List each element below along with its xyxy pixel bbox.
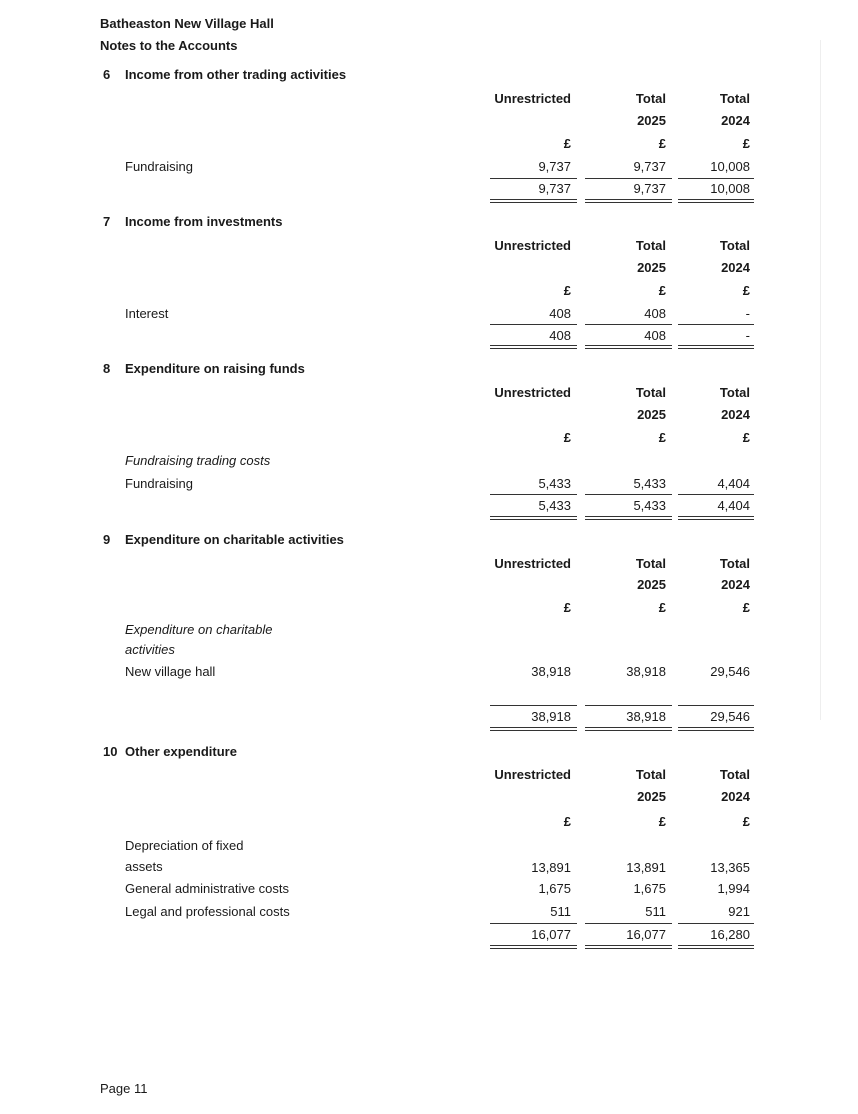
note-6-total-1: 9,737 (538, 181, 571, 196)
note-8-total-1: 5,433 (538, 498, 571, 513)
note-7-rule-1 (490, 324, 577, 325)
note-6-year-2024: 2024 (721, 113, 750, 128)
note-6-rule-1 (490, 178, 577, 179)
note-6-number: 6 (103, 67, 111, 82)
note-7-row-value-3: - (745, 306, 750, 321)
note-6-row-label: Fundraising (125, 159, 193, 174)
note-6-row-value-1: 9,737 (538, 159, 571, 174)
note-9-subheading-line2: activities (125, 642, 175, 657)
note-6-year-2025: 2025 (637, 113, 666, 128)
note-7-title: Income from investments (125, 214, 283, 229)
note-8-double-rule-1 (490, 516, 577, 520)
note-6-currency-3: £ (742, 136, 750, 151)
note-9-col-unrestricted: Unrestricted (494, 556, 571, 571)
note-8-total-2: 5,433 (633, 498, 666, 513)
note-7-col-total-2025: Total (635, 238, 666, 253)
note-8-rule-1 (490, 494, 577, 495)
note-10-row-3-value-1: 511 (550, 904, 571, 919)
note-7-row-label: Interest (125, 306, 169, 321)
note-8-double-rule-3 (678, 516, 754, 520)
note-9-row-value-1: 38,918 (531, 664, 571, 679)
note-10-row-2-value-3: 1,994 (717, 881, 750, 896)
note-7-currency-3: £ (742, 283, 750, 298)
note-9-rule-2 (585, 705, 672, 706)
note-6-row-value-2: 9,737 (633, 159, 666, 174)
note-7-year-2024: 2024 (721, 260, 750, 275)
note-8-total-3: 4,404 (717, 498, 750, 513)
note-10-row-3-label: Legal and professional costs (125, 904, 290, 919)
note-8-currency-2: £ (658, 430, 666, 445)
note-8-col-total-2024: Total (719, 385, 750, 400)
note-7-currency-1: £ (563, 283, 571, 298)
note-9-total-3: 29,546 (710, 709, 750, 724)
note-6-col-total-2025: Total (635, 91, 666, 106)
note-7-rule-2 (585, 324, 672, 325)
scan-edge-shadow (820, 40, 821, 720)
note-8-title: Expenditure on raising funds (125, 361, 305, 376)
note-10-number: 10 (103, 744, 118, 759)
note-8-rule-2 (585, 494, 672, 495)
note-10-title: Other expenditure (125, 744, 237, 759)
note-8-double-rule-2 (585, 516, 672, 520)
note-6-rule-2 (585, 178, 672, 179)
note-9-total-1: 38,918 (531, 709, 571, 724)
note-9-year-2024: 2024 (721, 577, 750, 592)
note-9-row-value-2: 38,918 (626, 664, 666, 679)
note-9-year-2025: 2025 (637, 577, 666, 592)
note-9-col-total-2024: Total (719, 556, 750, 571)
note-7-total-2: 408 (644, 328, 666, 343)
page-number: Page 11 (100, 1081, 148, 1096)
note-9-col-total-2025: Total (635, 556, 666, 571)
note-10-rule-2 (585, 923, 672, 924)
note-7-double-rule-2 (585, 345, 672, 349)
note-7-double-rule-3 (678, 345, 754, 349)
note-10-total-3: 16,280 (710, 927, 750, 942)
note-10-row-2-label: General administrative costs (125, 881, 290, 896)
note-10-col-total-2024: Total (719, 767, 750, 782)
note-6-double-rule-2 (585, 199, 672, 203)
note-9-subheading-line1: Expenditure on charitable (125, 622, 273, 637)
note-10-row-2-value-2: 1,675 (633, 881, 666, 896)
note-10-row-2-value-1: 1,675 (538, 881, 571, 896)
note-6-title: Income from other trading activities (125, 67, 347, 82)
note-10-row-1-value-3: 13,365 (710, 860, 750, 875)
organisation-name: Batheaston New Village Hall (100, 16, 274, 31)
note-10-col-total-2025: Total (635, 767, 666, 782)
note-10-row-1-value-1: 13,891 (531, 860, 571, 875)
note-10-double-rule-1 (490, 945, 577, 949)
note-10-rule-1 (490, 923, 577, 924)
note-10-total-2: 16,077 (626, 927, 666, 942)
note-7-currency-2: £ (658, 283, 666, 298)
note-6-rule-3 (678, 178, 754, 179)
note-7-row-value-2: 408 (644, 306, 666, 321)
note-10-double-rule-3 (678, 945, 754, 949)
note-8-rule-3 (678, 494, 754, 495)
note-8-row-value-3: 4,404 (717, 476, 750, 491)
note-7-total-1: 408 (549, 328, 571, 343)
note-6-total-2: 9,737 (633, 181, 666, 196)
note-10-currency-3: £ (742, 814, 750, 829)
note-8-number: 8 (103, 361, 111, 376)
note-8-currency-1: £ (563, 430, 571, 445)
note-10-rule-3 (678, 923, 754, 924)
note-9-currency-2: £ (658, 600, 666, 615)
note-8-year-2025: 2025 (637, 407, 666, 422)
note-8-subheading: Fundraising trading costs (125, 453, 271, 468)
note-10-currency-2: £ (658, 814, 666, 829)
note-7-rule-3 (678, 324, 754, 325)
note-10-total-1: 16,077 (531, 927, 571, 942)
note-9-rule-3 (678, 705, 754, 706)
note-6-double-rule-3 (678, 199, 754, 203)
note-7-number: 7 (103, 214, 111, 229)
note-10-row-3-value-3: 921 (728, 904, 750, 919)
note-8-currency-3: £ (742, 430, 750, 445)
note-10-row-3-value-2: 511 (645, 904, 666, 919)
note-10-currency-1: £ (563, 814, 571, 829)
note-9-rule-1 (490, 705, 577, 706)
note-10-row-1-label-line2: assets (125, 859, 163, 874)
note-10-row-1-value-2: 13,891 (626, 860, 666, 875)
note-9-double-rule-1 (490, 727, 577, 731)
note-8-row-value-2: 5,433 (633, 476, 666, 491)
note-6-col-total-2024: Total (719, 91, 750, 106)
note-7-row-value-1: 408 (549, 306, 571, 321)
note-9-double-rule-3 (678, 727, 754, 731)
note-10-year-2024: 2024 (721, 789, 750, 804)
note-9-row-label: New village hall (125, 664, 216, 679)
note-6-total-3: 10,008 (710, 181, 750, 196)
note-7-total-3: - (745, 328, 750, 343)
note-7-col-total-2024: Total (719, 238, 750, 253)
note-7-col-unrestricted: Unrestricted (494, 238, 571, 253)
note-9-row-value-3: 29,546 (710, 664, 750, 679)
note-10-col-unrestricted: Unrestricted (494, 767, 571, 782)
note-8-col-total-2025: Total (635, 385, 666, 400)
note-10-double-rule-2 (585, 945, 672, 949)
note-6-col-unrestricted: Unrestricted (494, 91, 571, 106)
note-9-currency-1: £ (563, 600, 571, 615)
note-8-col-unrestricted: Unrestricted (494, 385, 571, 400)
note-9-total-2: 38,918 (626, 709, 666, 724)
note-10-year-2025: 2025 (637, 789, 666, 804)
note-9-double-rule-2 (585, 727, 672, 731)
page-subtitle: Notes to the Accounts (100, 38, 238, 53)
note-8-year-2024: 2024 (721, 407, 750, 422)
note-9-currency-3: £ (742, 600, 750, 615)
note-7-year-2025: 2025 (637, 260, 666, 275)
note-9-title: Expenditure on charitable activities (125, 532, 344, 547)
note-8-row-label: Fundraising (125, 476, 193, 491)
note-9-number: 9 (103, 532, 111, 547)
note-6-currency-2: £ (658, 136, 666, 151)
note-10-row-1-label-line1: Depreciation of fixed (125, 838, 244, 853)
note-6-double-rule-1 (490, 199, 577, 203)
note-7-double-rule-1 (490, 345, 577, 349)
note-6-row-value-3: 10,008 (710, 159, 750, 174)
note-6-currency-1: £ (563, 136, 571, 151)
note-8-row-value-1: 5,433 (538, 476, 571, 491)
